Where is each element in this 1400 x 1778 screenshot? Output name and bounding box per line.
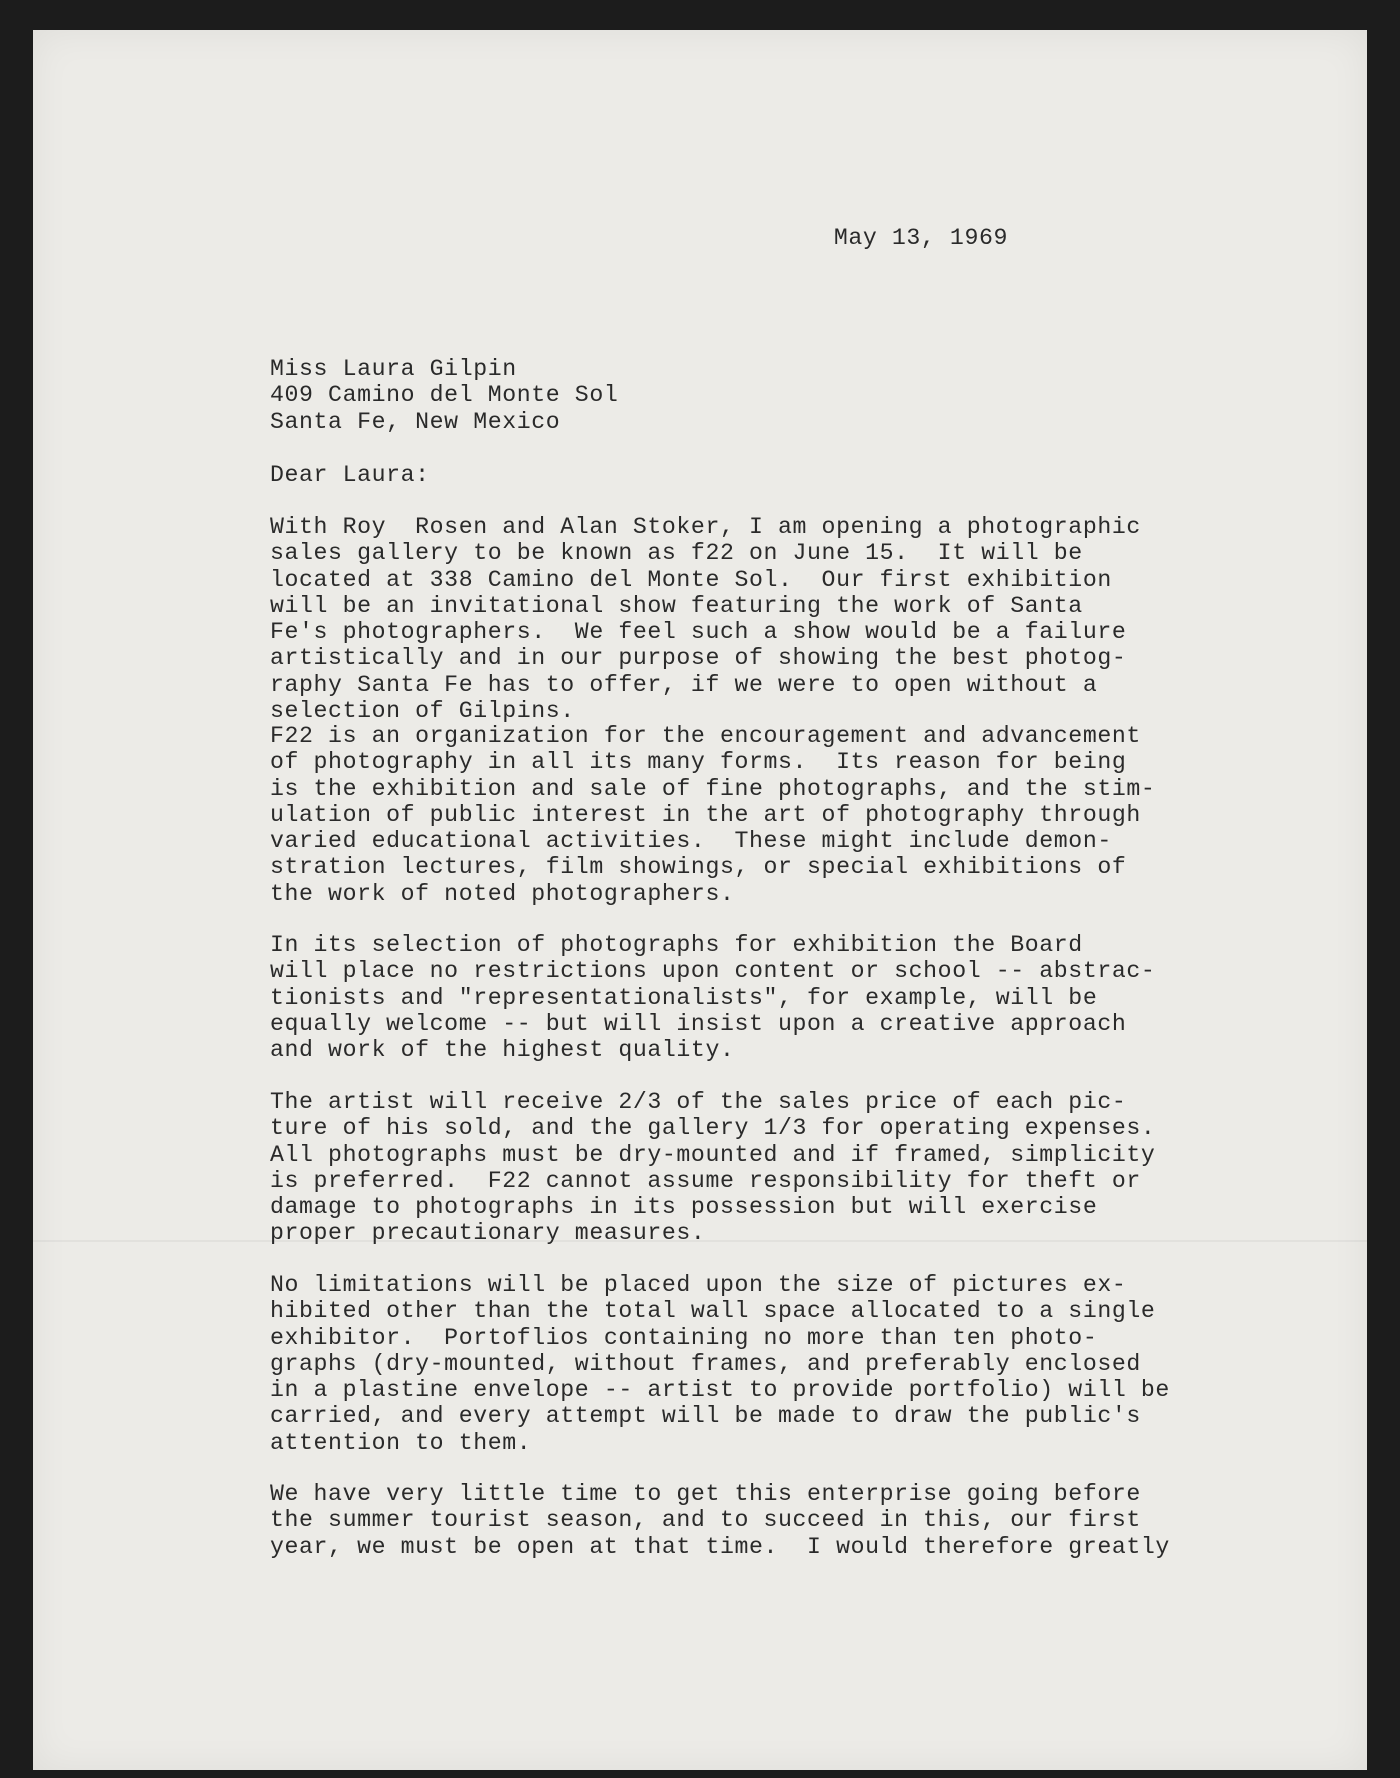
text-line: tionists and "representationalists", for example, will be <box>270 984 1098 1011</box>
text-line: will be an invitational show featuring the work of Santa <box>270 592 1083 619</box>
paragraph-1 <box>270 514 1141 724</box>
text-line: The artist will receive 2/3 of the sales price of each pic- <box>270 1089 1127 1115</box>
text-line: attention to them. <box>270 1429 532 1456</box>
text-line: located at 338 Camino del Monte Sol. Our first exhibition <box>270 566 1112 593</box>
letter-date: May 13, 1969 <box>833 225 1008 251</box>
text-line: artistically and in our purpose of showing the best photog- <box>270 645 1127 672</box>
text-line: the work of noted photographers. <box>270 880 735 907</box>
text-line: selection of Gilpins. <box>270 698 575 725</box>
text-line: is preferred. F22 cannot assume responsibility for theft or <box>270 1167 1141 1194</box>
text-line: No limitations will be placed upon the size of pictures ex- <box>270 1272 1127 1298</box>
paragraph-5 <box>270 1272 1170 1456</box>
text-line: F22 is an organization for the encouragement and advancement <box>270 723 1141 749</box>
text-line: of photography in all its many forms. Its reason for being <box>270 749 1127 776</box>
text-line: exhibitor. Portoflios containing no more than ten photo- <box>270 1324 1098 1351</box>
text-line: equally welcome -- but will insist upon a creative approach <box>270 1010 1127 1037</box>
paragraph-6 <box>270 1481 1170 1560</box>
text-line: is the exhibition and sale of fine photographs, and the stim- <box>270 775 1156 802</box>
text-line: in a plastine envelope -- artist to provide portfolio) will be <box>270 1377 1170 1404</box>
paragraph-4 <box>270 1089 1155 1247</box>
text-line: ulation of public interest in the art of photography through <box>270 801 1141 828</box>
address-line: Santa Fe, New Mexico <box>270 408 561 435</box>
text-line: We have very little time to get this enterprise going before <box>270 1481 1141 1507</box>
text-line: the summer tourist season, and to succeed in this, our first <box>270 1507 1141 1534</box>
recipient-address <box>270 356 618 435</box>
text-line: With Roy Rosen and Alan Stoker, I am opening a photographic <box>270 514 1141 540</box>
paragraph-2 <box>270 723 1155 907</box>
text-line: raphy Santa Fe has to offer, if we were to open without a <box>270 671 1098 698</box>
text-line: proper precautionary measures. <box>270 1220 706 1247</box>
text-line: ture of his sold, and the gallery 1/3 for operating expenses. <box>270 1115 1156 1142</box>
text-line: Fe's photographers. We feel such a show would be a failure <box>270 619 1127 646</box>
text-line: and work of the highest quality. <box>270 1037 735 1064</box>
text-line: carried, and every attempt will be made to draw the public's <box>270 1403 1141 1430</box>
text-line: In its selection of photographs for exhibition the Board <box>270 932 1083 958</box>
text-line: All photographs must be dry-mounted and if framed, simplicity <box>270 1141 1156 1168</box>
paragraph-3 <box>270 932 1155 1063</box>
salutation: Dear Laura: <box>270 462 430 488</box>
text-line: damage to photographs in its possession but will exercise <box>270 1194 1098 1221</box>
address-line: 409 Camino del Monte Sol <box>270 382 619 409</box>
text-line: graphs (dry-mounted, without frames, and preferably enclosed <box>270 1350 1141 1377</box>
text-line: sales gallery to be known as f22 on June 15. It will be <box>270 540 1083 567</box>
text-line: hibited other than the total wall space allocated to a single <box>270 1298 1156 1325</box>
address-line: Miss Laura Gilpin <box>270 356 517 382</box>
text-line: stration lectures, film showings, or special exhibitions of <box>270 854 1127 881</box>
text-line: year, we must be open at that time. I would therefore greatly <box>270 1533 1170 1560</box>
text-line: varied educational activities. These might include demon- <box>270 828 1112 855</box>
text-line: will place no restrictions upon content or school -- abstrac- <box>270 958 1156 985</box>
